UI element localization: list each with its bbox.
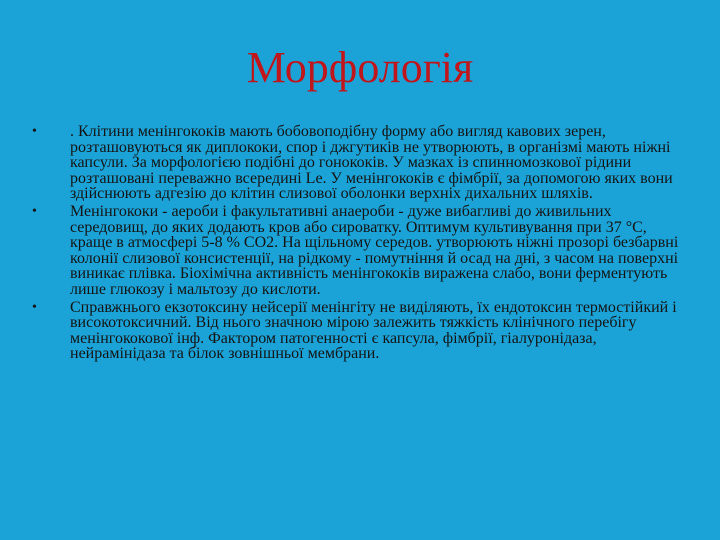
bullet-text: Справжнього екзотоксину нейсерії менінгіту не виділяють, їх ендотоксин термостійкий і високотоксичний. Від нього значною мірою залежить тяжкість клінічного перебігу менінгококової інф. Фактором патогенності є капсула, фімбрії, гіалуронідаза, нейрамінідаза та білок зовнішньої мембрани. [70,298,677,363]
bullet-item [30,124,686,202]
bullet-text: . Клітини менінгококів мають бобовоподібну форму або вигляд кавових зерен, розташовуються як диплококи, спор і джгутиків не утворюють, в організмі мають ніжні капсули. За морфологією подібні до гонококів. У мазках із спинномозкової рідини розташовані переважно всередині Le. У менінгококів є фімбрії, за допомогою яких вони здійснюють адгезію до клітин слизової оболонки верхніх дихальних шляхів. [70,123,673,203]
slide-title: Морфологія [246,43,474,92]
bullet-dot-icon: • [32,203,37,219]
bullet-list [30,124,686,364]
bullet-item [30,300,686,362]
bullet-text: Менінгококи - аероби і факультативні анаероби - дуже вибагливі до живильних середовищ, до яких додають кров або сироватку. Оптимум культивування при 37 °С, краще в атмосфері 5-8 % СО2. На щільному середов. утворюють ніжні прозорі безбарвні колонії слизової консистенції, на рідкому - помутніння й осад на дні, з часом на поверхні виникає плівка. Біохімічна активність менінгококів виражена слабо, вони ферментують лише глюкозу і мальтозу до кислоти. [70,202,679,298]
bullet-dot-icon: • [32,299,37,315]
bullet-dot-icon: • [32,124,37,139]
bullet-item [30,204,686,298]
